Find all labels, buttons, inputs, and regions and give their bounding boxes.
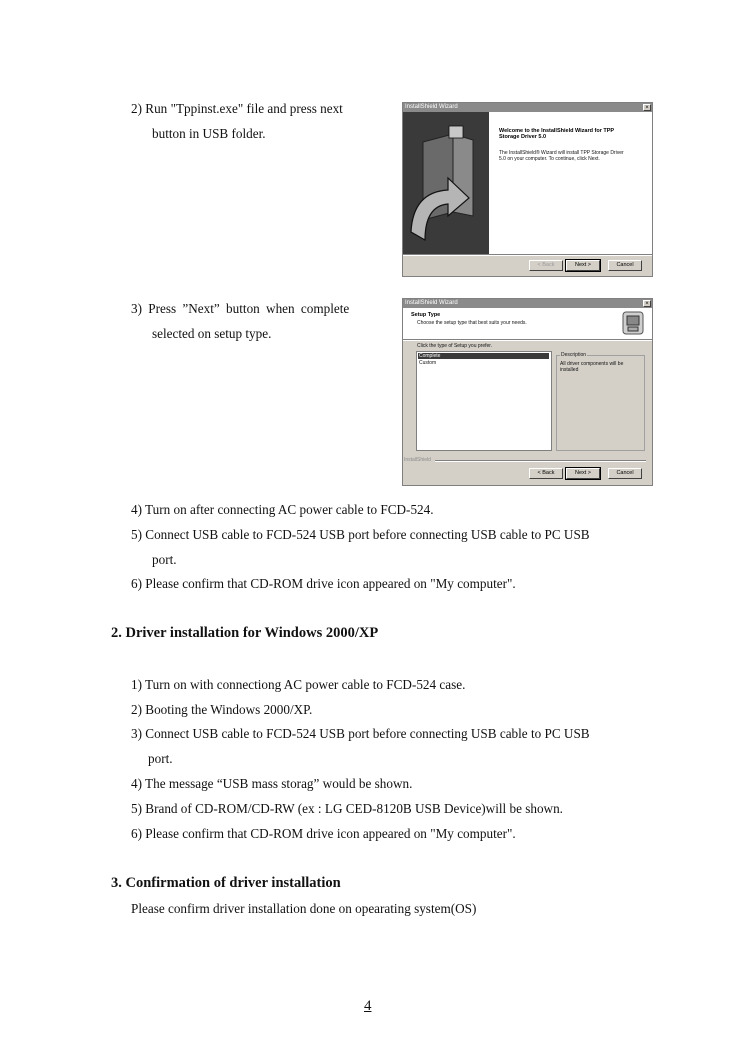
step-3-line1: 3) Press ”Next” button when complete [131, 301, 350, 316]
section-2-heading: 2. Driver installation for Windows 2000/XP [111, 625, 379, 641]
step-5-line2: port. [152, 552, 177, 567]
section-2-item-1: 1) Turn on with connectiong AC power cable to FCD-524 case. [131, 677, 466, 692]
section-2-item-4: 4) The message “USB mass storag” would be shown. [131, 776, 413, 791]
description-label: Description [561, 352, 587, 358]
setup-type-list[interactable] [416, 351, 552, 451]
step-2-line1: 2) Run "Tppinst.exe" file and press next [131, 101, 343, 116]
step-2-line2: button in USB folder. [152, 126, 266, 141]
cancel-button[interactable]: Cancel [608, 468, 642, 479]
dialog-close-button[interactable]: × [643, 104, 651, 111]
installshield-footer: InstallShield [404, 457, 431, 463]
header-separator [403, 339, 652, 341]
installshield-setup-type-dialog [402, 298, 653, 486]
setup-option-complete[interactable]: Complete [418, 353, 549, 359]
next-button[interactable]: Next > [566, 468, 600, 479]
description-line1: All driver components will be [560, 361, 624, 367]
section-3-text: Please confirm driver installation done on opearating system(OS) [131, 901, 477, 916]
section-2-item-6: 6) Please confirm that CD-ROM drive icon appeared on "My computer". [131, 826, 516, 841]
step-6: 6) Please confirm that CD-ROM drive icon appeared on "My computer". [131, 576, 516, 591]
section-2-item-3-line2: port. [148, 751, 173, 766]
cancel-button[interactable]: Cancel [608, 260, 642, 271]
section-2-item-5: 5) Brand of CD-ROM/CD-RW (ex : LG CED-8120B USB Device)will be shown. [131, 801, 563, 816]
dialog-separator [403, 254, 652, 256]
welcome-heading-line2: Storage Driver 5.0 [499, 134, 547, 140]
next-button[interactable]: Next > [566, 260, 600, 271]
back-button[interactable]: < Back [529, 260, 563, 271]
section-2-item-3-line1: 3) Connect USB cable to FCD-524 USB port before connecting USB cable to PC USB [131, 726, 590, 741]
back-button[interactable]: < Back [529, 468, 563, 479]
description-line2: installed [560, 367, 579, 373]
dialog-close-button[interactable]: × [643, 300, 651, 307]
setup-option-custom[interactable]: Custom [419, 360, 437, 366]
section-3-heading: 3. Confirmation of driver installation [111, 875, 341, 891]
setup-type-heading: Setup Type [411, 312, 441, 318]
dialog-titlebar: InstallShield Wizard [403, 103, 652, 112]
section-2-item-2: 2) Booting the Windows 2000/XP. [131, 702, 313, 717]
installshield-welcome-dialog [402, 102, 653, 277]
step-4: 4) Turn on after connecting AC power cable to FCD-524. [131, 502, 434, 517]
welcome-heading-line1: Welcome to the InstallShield Wizard for TPP [499, 128, 615, 134]
step-3-line2: selected on setup type. [152, 326, 272, 341]
dialog-titlebar: InstallShield Wizard [403, 299, 652, 308]
welcome-body-line2: 5.0 on your computer. To continue, click Next. [499, 156, 600, 162]
wizard-banner-image [403, 112, 489, 254]
page-number: 4 [364, 998, 372, 1014]
step-5-line1: 5) Connect USB cable to FCD-524 USB port before connecting USB cable to PC USB [131, 527, 590, 542]
setup-type-subheading: Choose the setup type that best suits your needs. [417, 320, 527, 326]
welcome-body-line1: The InstallShield® Wizard will install TPP Storage Driver [499, 150, 624, 156]
footer-separator [435, 460, 646, 462]
setup-prompt: Click the type of Setup you prefer. [417, 343, 493, 349]
setup-computer-icon [622, 311, 644, 335]
installshield-logo-icon [403, 112, 489, 254]
